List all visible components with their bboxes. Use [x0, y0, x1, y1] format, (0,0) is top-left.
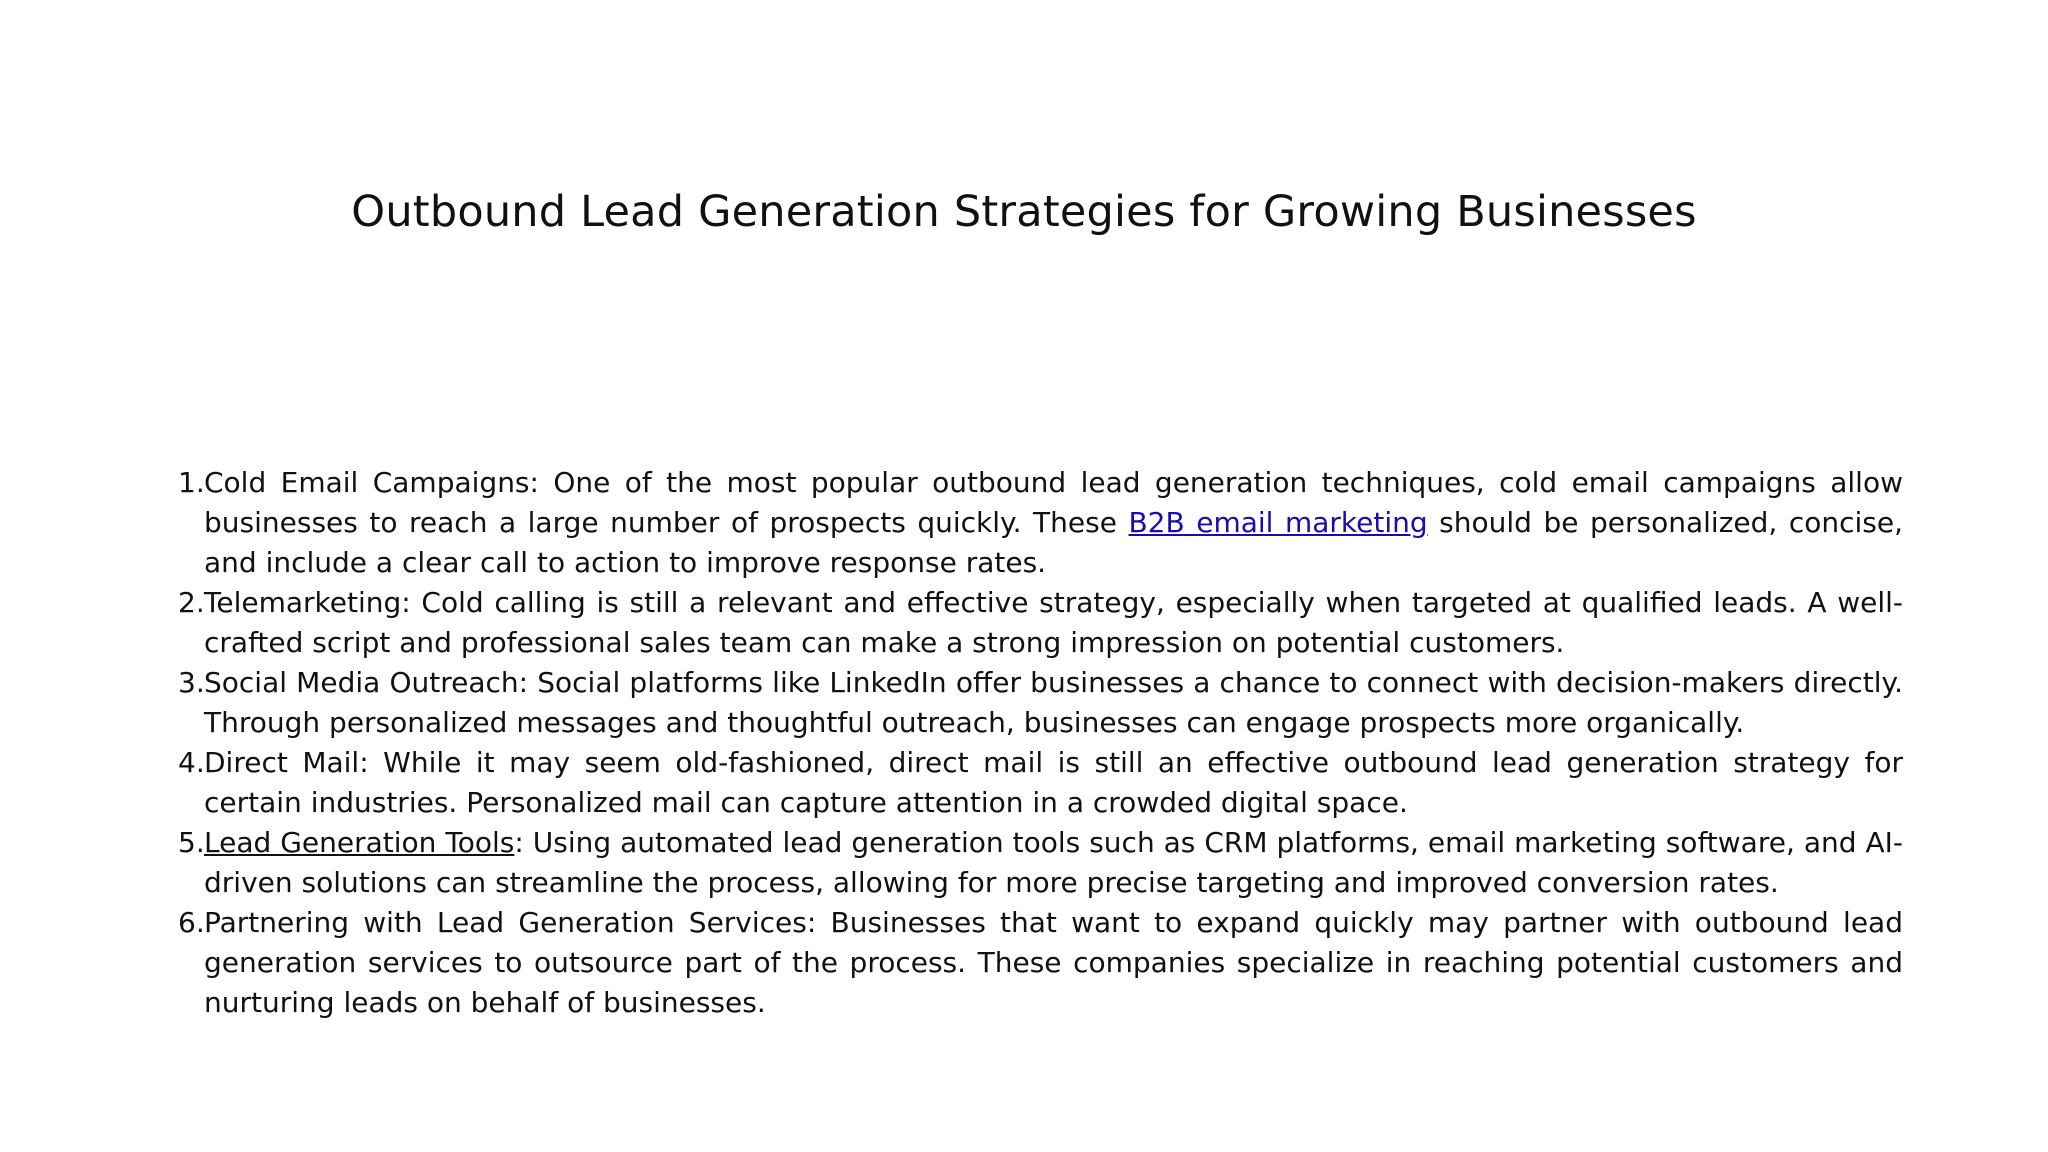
list-number: 1.	[178, 466, 205, 499]
list-item-lead-generation-services	[178, 903, 1903, 1023]
strategy-list	[178, 463, 1903, 1023]
b2b-email-marketing-link[interactable]: B2B email marketing	[1128, 506, 1428, 539]
item-text: Direct Mail: While it may seem old-fashioned, direct mail is still an effective outbound lead generation strategy for certain industries. Personalized mail can capture attention in a crowded digital space.	[204, 746, 1903, 819]
list-number: 3.	[178, 666, 205, 699]
page-title: Outbound Lead Generation Strategies for Growing Businesses	[351, 187, 1697, 237]
item-text: Telemarketing: Cold calling is still a relevant and effective strategy, especially when targeted at qualified leads. A well-crafted script and professional sales team can make a strong impression on potential customers.	[204, 586, 1903, 659]
list-item-cold-email	[178, 463, 1903, 583]
list-number: 2.	[178, 586, 205, 619]
list-number: 6.	[178, 906, 205, 939]
list-number: 5.	[178, 826, 205, 859]
item-text: Social Media Outreach: Social platforms like LinkedIn offer businesses a chance to connect with decision-makers directly. Through personalized messages and thoughtful outreach, businesses can engage prospects more organically.	[204, 666, 1903, 739]
item-text: should be personalized, concise, and include a clear call to action to improve response rates.	[204, 506, 1903, 579]
list-item-social-media	[178, 663, 1903, 743]
lead-generation-tools-link[interactable]: Lead Generation Tools	[204, 826, 515, 859]
list-item-direct-mail	[178, 743, 1903, 823]
list-number: 4.	[178, 746, 205, 779]
list-item-telemarketing	[178, 583, 1903, 663]
list-item-lead-generation-tools	[178, 823, 1903, 903]
item-text: Partnering with Lead Generation Services: Businesses that want to expand quickly may partner with outbound lead generation services to outsource part of the process. These companies specialize in reaching potential customers and nurturing leads on behalf of businesses.	[204, 906, 1903, 1019]
item-text: : Using automated lead generation tools such as CRM platforms, email marketing software, and AI-driven solutions can streamline the process, allowing for more precise targeting and improved conversion rates.	[204, 826, 1903, 899]
item-text: Cold Email Campaigns: One of the most popular outbound lead generation techniques, cold email campaigns allow businesses to reach a large number of prospects quickly. These	[204, 466, 1903, 539]
